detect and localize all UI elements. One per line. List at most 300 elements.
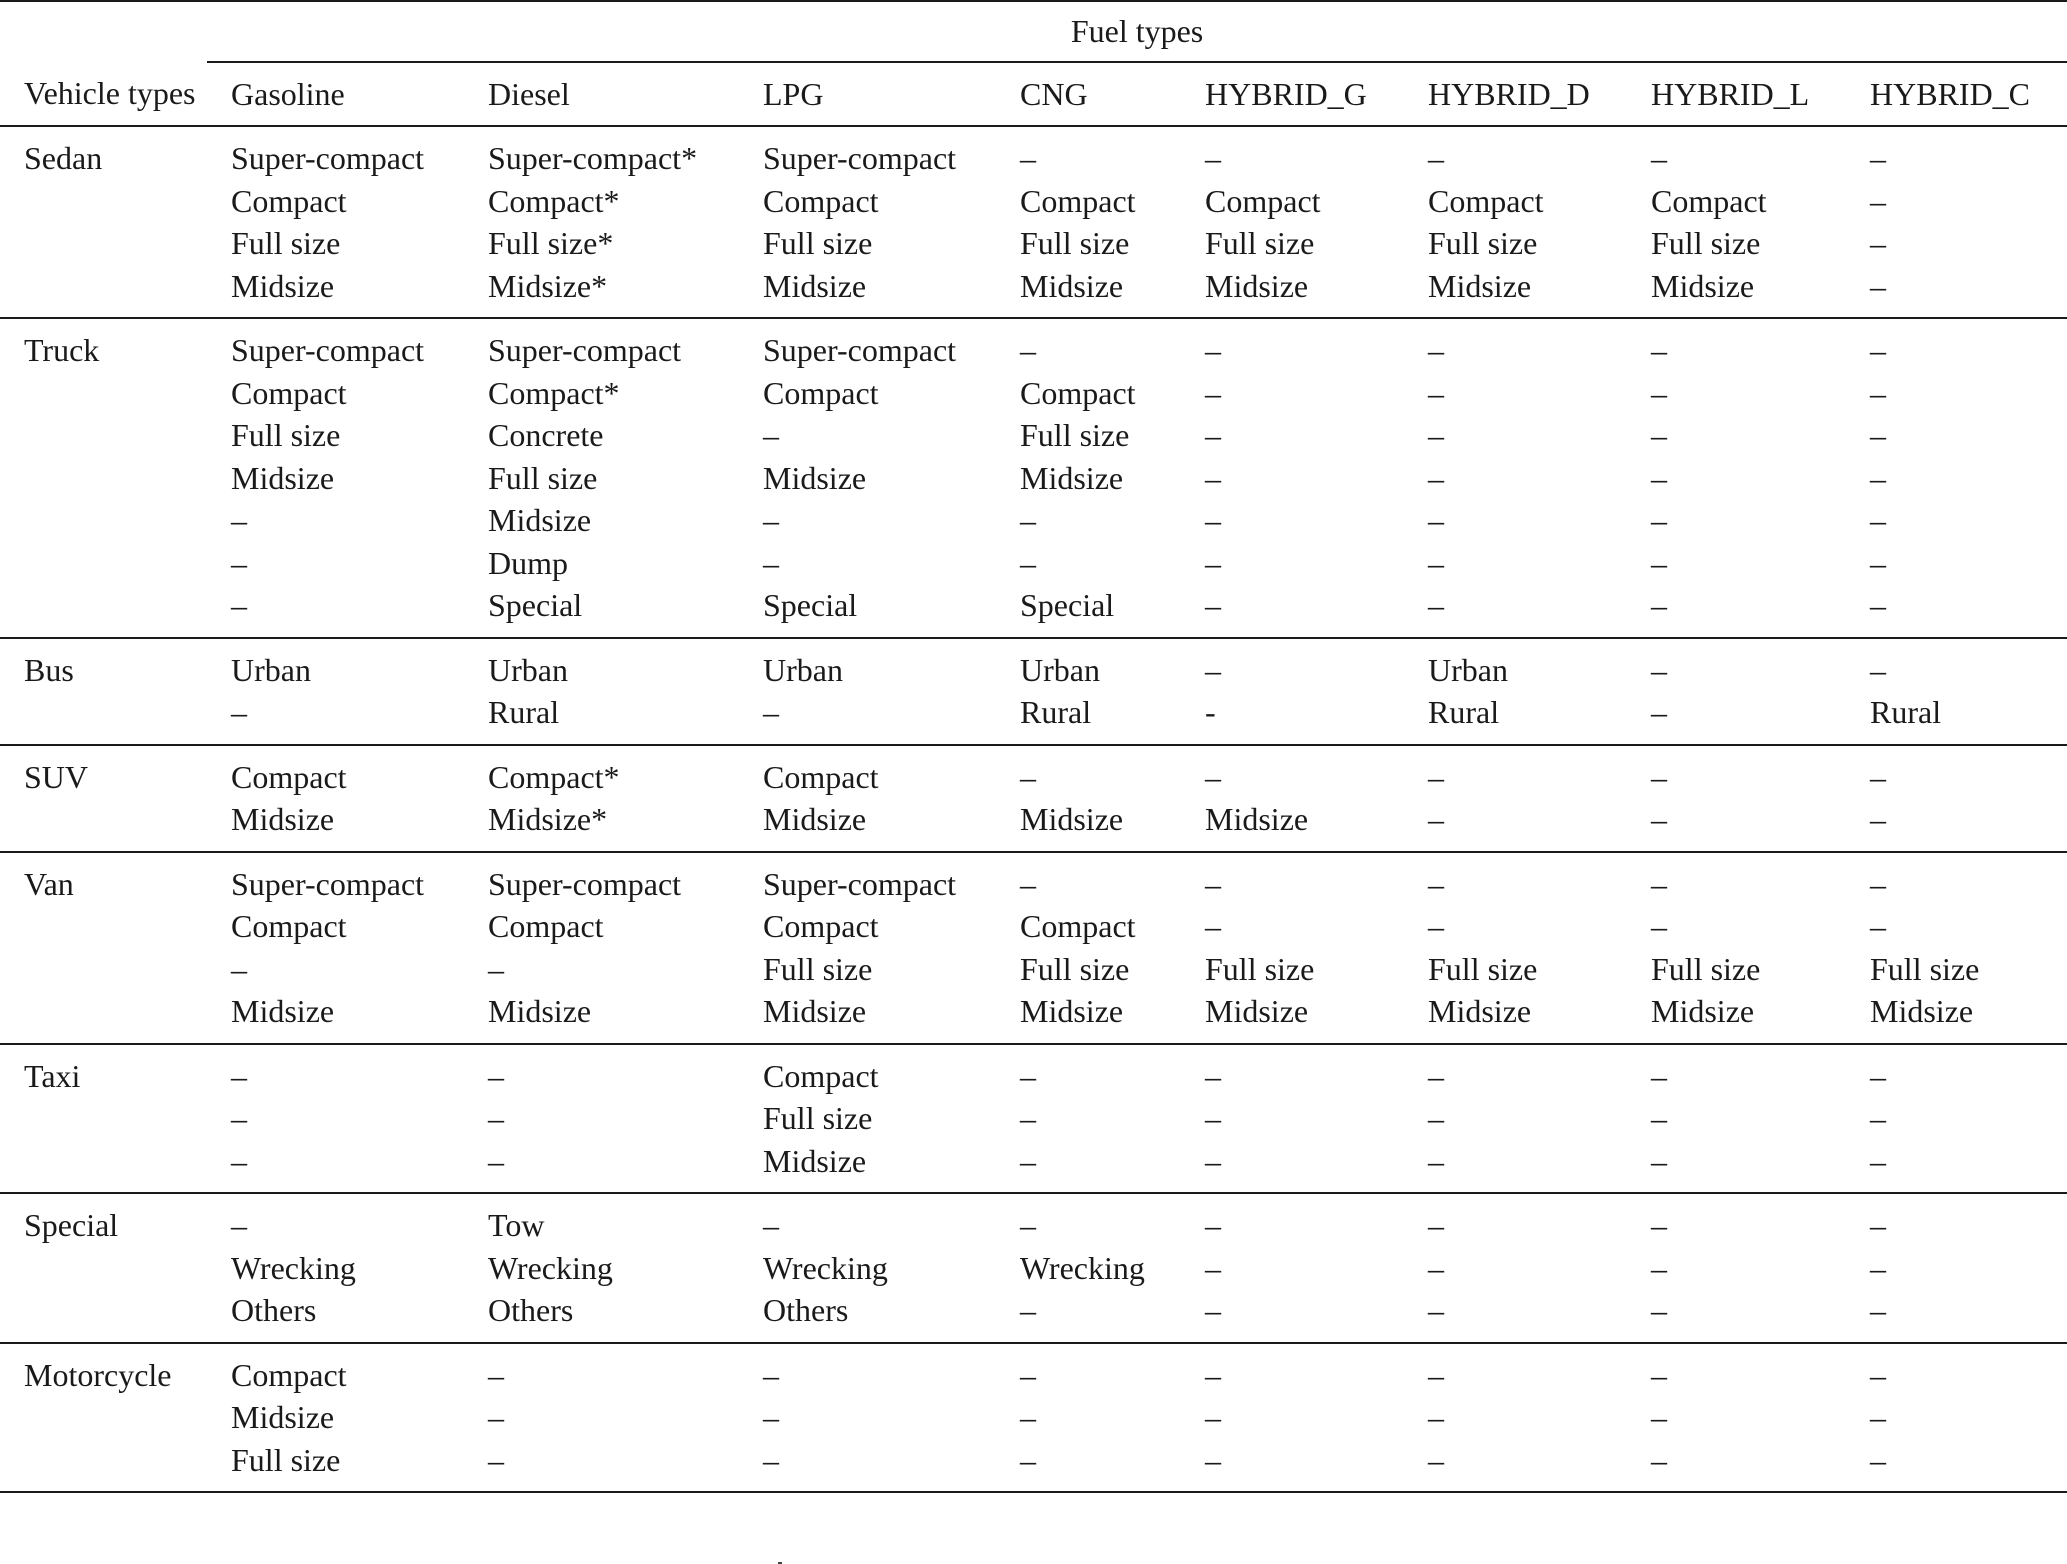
cell-line: Full size bbox=[231, 1441, 341, 1478]
cell-line: – bbox=[1870, 459, 1886, 496]
cell-line: Dump bbox=[488, 544, 568, 581]
cell-line: – bbox=[231, 502, 247, 538]
cell-line: Compact* bbox=[488, 182, 620, 219]
cell-line: – bbox=[763, 1356, 779, 1393]
cell-line: – bbox=[763, 1441, 779, 1478]
cell-line: – bbox=[1428, 140, 1444, 176]
cell-cng bbox=[996, 852, 1181, 1044]
cell-line: – bbox=[231, 1057, 247, 1094]
cell-line: – bbox=[1205, 1142, 1221, 1179]
cell-line: Full size bbox=[488, 459, 598, 496]
cell-line: – bbox=[1428, 459, 1444, 496]
cell-lpg bbox=[739, 852, 996, 1044]
cell-line: – bbox=[1651, 140, 1667, 176]
cell-line: – bbox=[1651, 332, 1667, 368]
cell-line: – bbox=[1870, 374, 1886, 411]
cell-gasoline bbox=[207, 1044, 464, 1194]
cell-line: – bbox=[1428, 374, 1444, 411]
cell-line: Midsize bbox=[1428, 993, 1532, 1029]
cell-hybrid-c bbox=[1846, 852, 2067, 1044]
cell-hybrid-g bbox=[1181, 638, 1404, 745]
cell-line: Midsize bbox=[1020, 459, 1124, 496]
cell-line: – bbox=[231, 694, 247, 730]
cell-line: – bbox=[1020, 1441, 1036, 1478]
cell-line: Full size bbox=[1020, 417, 1130, 453]
cell-line: Midsize bbox=[1870, 993, 1974, 1029]
cell-cng bbox=[996, 126, 1181, 318]
vehicle-type-label: Special bbox=[0, 1193, 207, 1343]
cell-line: – bbox=[1428, 502, 1444, 538]
cell-diesel bbox=[464, 1044, 739, 1194]
cell-line: Full size bbox=[1205, 950, 1315, 987]
cell-line: – bbox=[1651, 908, 1667, 944]
cell-line: Super-compact bbox=[231, 140, 425, 176]
cell-line: – bbox=[1205, 1057, 1221, 1094]
fuel-types-group-header bbox=[207, 1, 2067, 62]
cell-line: Rural bbox=[488, 694, 560, 730]
cell-cng bbox=[996, 318, 1181, 638]
cell-line: Urban bbox=[488, 651, 568, 688]
cell-line: Full size bbox=[1428, 225, 1538, 261]
cell-line: – bbox=[1870, 1100, 1886, 1136]
cell-hybrid-d bbox=[1404, 852, 1627, 1044]
cell-line: Midsize bbox=[763, 993, 867, 1029]
cell-line: – bbox=[1870, 587, 1886, 623]
cell-line: Midsize bbox=[231, 993, 335, 1029]
cell-line: – bbox=[1205, 544, 1221, 581]
cell-line: – bbox=[1651, 587, 1667, 623]
cell-hybrid-g bbox=[1181, 1193, 1404, 1343]
cell-line: – bbox=[231, 544, 247, 581]
table-row-bus bbox=[0, 638, 2067, 745]
cell-line: Full size bbox=[1428, 950, 1538, 987]
cell-line: Midsize bbox=[231, 459, 335, 496]
cell-line: Midsize bbox=[763, 801, 867, 837]
fuel-types-label: Fuel types bbox=[1070, 13, 1204, 49]
cell-line: Super-compact* bbox=[488, 140, 698, 176]
cell-hybrid-g bbox=[1181, 852, 1404, 1044]
cell-line: – bbox=[1205, 1249, 1221, 1286]
cell-line: Special bbox=[1020, 587, 1115, 623]
cell-line: Tow bbox=[488, 1207, 545, 1243]
cell-line: Full size bbox=[1020, 225, 1130, 261]
cell-hybrid-c bbox=[1846, 126, 2067, 318]
cell-line: – bbox=[1870, 908, 1886, 944]
cell-hybrid-d bbox=[1404, 126, 1627, 318]
cell-diesel bbox=[464, 1193, 739, 1343]
cell-line: – bbox=[1428, 908, 1444, 944]
cell-line: – bbox=[488, 1142, 504, 1179]
cell-line: – bbox=[763, 1207, 779, 1243]
cell-line: – bbox=[1205, 587, 1221, 623]
cell-line: – bbox=[1020, 1399, 1036, 1435]
cell-line: – bbox=[1428, 1249, 1444, 1286]
cell-line: Super-compact bbox=[231, 332, 425, 368]
cell-line: – bbox=[1205, 908, 1221, 944]
cell-line: Compact bbox=[1020, 908, 1136, 944]
cell-cng bbox=[996, 1343, 1181, 1493]
cell-cng bbox=[996, 638, 1181, 745]
cell-line: Midsize* bbox=[488, 801, 608, 837]
cell-line: Full size bbox=[1205, 225, 1315, 261]
cell-line: – bbox=[1870, 1441, 1886, 1478]
cell-line: – bbox=[763, 694, 779, 730]
cell-line: – bbox=[1205, 332, 1221, 368]
cell-line: Super-compact bbox=[231, 865, 425, 902]
cell-line: – bbox=[1428, 1100, 1444, 1136]
cell-line: – bbox=[231, 1100, 247, 1136]
cell-line: Others bbox=[488, 1292, 574, 1328]
cell-line: – bbox=[1870, 544, 1886, 581]
cell-line: – bbox=[1205, 651, 1221, 688]
cell-gasoline bbox=[207, 638, 464, 745]
cell-line: Urban bbox=[231, 651, 311, 688]
cell-gasoline bbox=[207, 1343, 464, 1493]
cell-line: – bbox=[1651, 374, 1667, 411]
vehicle-type-label: Van bbox=[0, 852, 207, 1044]
cell-cng bbox=[996, 1044, 1181, 1194]
cell-line: – bbox=[1428, 1399, 1444, 1435]
cell-diesel bbox=[464, 1343, 739, 1493]
cell-line: – bbox=[1870, 1399, 1886, 1435]
cell-line: Compact bbox=[231, 758, 347, 795]
cell-line: – bbox=[1428, 865, 1444, 902]
cell-line: Compact bbox=[488, 908, 604, 944]
cell-line: Full size bbox=[1651, 225, 1761, 261]
cell-hybrid-c bbox=[1846, 318, 2067, 638]
cell-lpg bbox=[739, 638, 996, 745]
vehicle-type-label: Taxi bbox=[0, 1044, 207, 1194]
cell-line: – bbox=[1020, 1292, 1036, 1328]
cell-line: – bbox=[1651, 1142, 1667, 1179]
table-body bbox=[0, 126, 2067, 1492]
cell-line: – bbox=[488, 1441, 504, 1478]
cell-line: – bbox=[1651, 544, 1667, 581]
vehicle-types-header: Vehicle types bbox=[0, 62, 207, 127]
cell-line: – bbox=[231, 950, 247, 987]
cell-line: Full size bbox=[1651, 950, 1761, 987]
cell-line: – bbox=[488, 1399, 504, 1435]
cell-line: – bbox=[1020, 140, 1036, 176]
cell-line: – bbox=[1870, 225, 1886, 261]
cell-line: Compact bbox=[231, 1356, 347, 1393]
cell-line: Full size bbox=[231, 225, 341, 261]
column-header-hybrid-g: HYBRID_G bbox=[1181, 62, 1404, 127]
cell-line: – bbox=[1870, 1292, 1886, 1328]
cell-line: – bbox=[1020, 332, 1036, 368]
cell-line: Compact bbox=[763, 758, 879, 795]
cell-line: – bbox=[1870, 267, 1886, 304]
cell-line: Rural bbox=[1428, 694, 1500, 730]
cell-line: – bbox=[1020, 1207, 1036, 1243]
cell-line: Compact* bbox=[488, 758, 620, 795]
cell-line: Super-compact bbox=[763, 332, 957, 368]
cell-line: Special bbox=[763, 587, 858, 623]
cell-line: – bbox=[1428, 758, 1444, 795]
cell-line: – bbox=[763, 544, 779, 581]
cell-hybrid-g bbox=[1181, 318, 1404, 638]
cell-line: – bbox=[1870, 1207, 1886, 1243]
table-row-taxi bbox=[0, 1044, 2067, 1194]
cell-hybrid-c bbox=[1846, 745, 2067, 852]
cell-hybrid-d bbox=[1404, 1044, 1627, 1194]
cell-line: – bbox=[1205, 865, 1221, 902]
cell-line: Urban bbox=[763, 651, 843, 688]
cell-hybrid-d bbox=[1404, 318, 1627, 638]
vehicle-type-label: Motorcycle bbox=[0, 1343, 207, 1493]
cell-hybrid-l bbox=[1627, 852, 1846, 1044]
cell-hybrid-g bbox=[1181, 1343, 1404, 1493]
cell-hybrid-c bbox=[1846, 1044, 2067, 1194]
cell-line: – bbox=[1020, 1100, 1036, 1136]
cell-line: Midsize bbox=[1651, 267, 1755, 304]
cell-line: – bbox=[1428, 544, 1444, 581]
cell-line: – bbox=[1870, 1142, 1886, 1179]
cell-line: – bbox=[1651, 417, 1667, 453]
cell-line: Full size bbox=[231, 417, 341, 453]
vehicle-type-label: SUV bbox=[0, 745, 207, 852]
cell-line: – bbox=[488, 1356, 504, 1393]
cell-lpg bbox=[739, 126, 996, 318]
cell-line: – bbox=[1020, 865, 1036, 902]
cell-line: Wrecking bbox=[231, 1249, 356, 1286]
cell-gasoline bbox=[207, 1193, 464, 1343]
cell-cng bbox=[996, 745, 1181, 852]
table-row-sedan bbox=[0, 126, 2067, 318]
cell-line: – bbox=[763, 502, 779, 538]
group-header-row bbox=[0, 1, 2067, 62]
cell-hybrid-d bbox=[1404, 638, 1627, 745]
cell-hybrid-c bbox=[1846, 638, 2067, 745]
cell-line: – bbox=[1205, 758, 1221, 795]
cell-line: Compact bbox=[1020, 182, 1136, 219]
cell-line: – bbox=[1651, 502, 1667, 538]
cell-diesel bbox=[464, 638, 739, 745]
cell-line: – bbox=[1020, 1057, 1036, 1094]
cell-line: – bbox=[1870, 758, 1886, 795]
cell-line: – bbox=[1651, 1100, 1667, 1136]
cell-line: – bbox=[1428, 1292, 1444, 1328]
cell-line: – bbox=[1870, 651, 1886, 688]
cell-line: – bbox=[231, 1207, 247, 1243]
cell-line: Compact bbox=[763, 374, 879, 411]
cell-line: Super-compact bbox=[488, 865, 682, 902]
cell-line: Concrete bbox=[488, 417, 604, 453]
cell-line: – bbox=[1651, 1356, 1667, 1393]
table-row-truck bbox=[0, 318, 2067, 638]
cell-line: – bbox=[1205, 459, 1221, 496]
cell-gasoline bbox=[207, 318, 464, 638]
cell-hybrid-g bbox=[1181, 126, 1404, 318]
cell-diesel bbox=[464, 318, 739, 638]
cell-line: Special bbox=[488, 587, 583, 623]
cell-line: – bbox=[231, 1142, 247, 1179]
cell-line: Midsize bbox=[1205, 801, 1309, 837]
cell-line: Compact bbox=[231, 908, 347, 944]
cell-line: – bbox=[1428, 1207, 1444, 1243]
cell-line: Midsize bbox=[1020, 267, 1124, 304]
cell-line: Midsize bbox=[1205, 267, 1309, 304]
cell-hybrid-d bbox=[1404, 1193, 1627, 1343]
cell-line: – bbox=[1205, 1292, 1221, 1328]
cell-line: Full size bbox=[763, 1100, 873, 1136]
cell-line: Compact bbox=[1651, 182, 1767, 219]
cell-line: Full size* bbox=[488, 225, 614, 261]
cell-line: Super-compact bbox=[488, 332, 682, 368]
column-header-hybrid-d: HYBRID_D bbox=[1404, 62, 1627, 127]
cell-line: Compact bbox=[763, 908, 879, 944]
cell-line: Midsize bbox=[488, 502, 592, 538]
cell-line: – bbox=[1651, 801, 1667, 837]
cell-line: – bbox=[763, 417, 779, 453]
cell-line: – bbox=[1651, 459, 1667, 496]
column-header-hybrid-c: HYBRID_C bbox=[1846, 62, 2067, 127]
cell-line: – bbox=[1205, 502, 1221, 538]
cell-line: Full size bbox=[763, 950, 873, 987]
cell-line: Midsize bbox=[488, 993, 592, 1029]
cell-diesel bbox=[464, 745, 739, 852]
cell-lpg bbox=[739, 1193, 996, 1343]
column-header-row bbox=[0, 62, 2067, 127]
cell-line: Super-compact bbox=[763, 865, 957, 902]
cell-line: Wrecking bbox=[763, 1249, 888, 1286]
cell-gasoline bbox=[207, 745, 464, 852]
cell-line: – bbox=[1651, 758, 1667, 795]
cell-line: – bbox=[1428, 1441, 1444, 1478]
cell-line: – bbox=[1205, 1207, 1221, 1243]
cell-line: Full size bbox=[1870, 950, 1980, 987]
cell-line: Midsize bbox=[231, 801, 335, 837]
cell-line: – bbox=[1020, 502, 1036, 538]
cell-hybrid-l bbox=[1627, 1193, 1846, 1343]
cell-diesel bbox=[464, 852, 739, 1044]
cell-line: – bbox=[1651, 1399, 1667, 1435]
cell-lpg bbox=[739, 1343, 996, 1493]
table-header bbox=[0, 1, 2067, 126]
cell-line: – bbox=[1651, 694, 1667, 730]
cell-line: – bbox=[1870, 502, 1886, 538]
cell-hybrid-l bbox=[1627, 638, 1846, 745]
table-row-van bbox=[0, 852, 2067, 1044]
cell-line: – bbox=[1428, 1057, 1444, 1094]
header-spacer bbox=[0, 1, 207, 62]
cell-line: – bbox=[1020, 544, 1036, 581]
vehicle-type-label: Bus bbox=[0, 638, 207, 745]
cell-line: Compact* bbox=[488, 374, 620, 411]
cell-line: – bbox=[1870, 865, 1886, 902]
cell-line: – bbox=[1651, 651, 1667, 688]
column-header-gasoline: Gasoline bbox=[207, 62, 464, 127]
cell-line: – bbox=[1870, 1057, 1886, 1094]
cell-hybrid-l bbox=[1627, 1044, 1846, 1194]
cell-line: Midsize bbox=[763, 459, 867, 496]
cell-line: – bbox=[1870, 1356, 1886, 1393]
cell-line: Midsize bbox=[1020, 993, 1124, 1029]
cell-lpg bbox=[739, 318, 996, 638]
cell-line: Midsize bbox=[231, 267, 335, 304]
cell-line: Others bbox=[231, 1292, 317, 1328]
cell-line: Midsize bbox=[1020, 801, 1124, 837]
cell-line: Compact bbox=[1020, 374, 1136, 411]
cell-line: Compact bbox=[763, 182, 879, 219]
cell-cng bbox=[996, 1193, 1181, 1343]
cell-line: Midsize bbox=[1428, 267, 1532, 304]
cell-line: – bbox=[1870, 417, 1886, 453]
vehicle-type-label: Sedan bbox=[0, 126, 207, 318]
cell-hybrid-g bbox=[1181, 1044, 1404, 1194]
cell-hybrid-l bbox=[1627, 745, 1846, 852]
cell-hybrid-l bbox=[1627, 126, 1846, 318]
cell-line: Compact bbox=[1428, 182, 1544, 219]
table-row-suv bbox=[0, 745, 2067, 852]
column-header-cng: CNG bbox=[996, 62, 1181, 127]
cell-gasoline bbox=[207, 852, 464, 1044]
cell-line: – bbox=[488, 1100, 504, 1136]
cell-line: – bbox=[1651, 1057, 1667, 1094]
table-row-special bbox=[0, 1193, 2067, 1343]
cell-hybrid-d bbox=[1404, 1343, 1627, 1493]
cell-line: Wrecking bbox=[1020, 1249, 1145, 1286]
cell-line: Compact bbox=[1205, 182, 1321, 219]
cell-line: – bbox=[1205, 374, 1221, 411]
cell-line: – bbox=[1651, 865, 1667, 902]
cell-line: – bbox=[1870, 1249, 1886, 1286]
cell-line: Full size bbox=[763, 225, 873, 261]
vehicle-type-label: Truck bbox=[0, 318, 207, 638]
cell-line: Others bbox=[763, 1292, 849, 1328]
cell-line: – bbox=[1428, 1142, 1444, 1179]
cell-line: Midsize bbox=[1651, 993, 1755, 1029]
cell-lpg bbox=[739, 745, 996, 852]
cell-hybrid-l bbox=[1627, 318, 1846, 638]
cell-line: Compact bbox=[231, 182, 347, 219]
cell-line: – bbox=[1651, 1207, 1667, 1243]
cell-line: Midsize* bbox=[488, 267, 608, 304]
cell-hybrid-c bbox=[1846, 1343, 2067, 1493]
cell-line: Rural bbox=[1870, 694, 1942, 730]
cell-line: – bbox=[1870, 801, 1886, 837]
cell-line: – bbox=[1205, 1100, 1221, 1136]
cell-line: – bbox=[1428, 587, 1444, 623]
cell-line: Midsize bbox=[763, 267, 867, 304]
cell-line: – bbox=[488, 950, 504, 987]
cell-hybrid-c bbox=[1846, 1193, 2067, 1343]
cell-line: – bbox=[488, 1057, 504, 1094]
cell-line: Rural bbox=[1020, 694, 1092, 730]
column-header-lpg: LPG bbox=[739, 62, 996, 127]
cell-line: – bbox=[1428, 1356, 1444, 1393]
cell-line: Compact bbox=[231, 374, 347, 411]
cell-line: Super-compact bbox=[763, 140, 957, 176]
cell-lpg bbox=[739, 1044, 996, 1194]
cell-hybrid-d bbox=[1404, 745, 1627, 852]
cell-line: – bbox=[1020, 758, 1036, 795]
cell-line: Full size bbox=[1020, 950, 1130, 987]
cell-line: Urban bbox=[1428, 651, 1508, 688]
cell-line: – bbox=[1428, 801, 1444, 837]
cell-line: – bbox=[763, 1399, 779, 1435]
cell-line: Midsize bbox=[231, 1399, 335, 1435]
cell-line: – bbox=[1020, 1356, 1036, 1393]
cell-line: – bbox=[1870, 140, 1886, 176]
cell-line: – bbox=[1870, 332, 1886, 368]
cell-line: – bbox=[1205, 417, 1221, 453]
column-header-hybrid-l: HYBRID_L bbox=[1627, 62, 1846, 127]
cell-hybrid-l bbox=[1627, 1343, 1846, 1493]
cell-line: - bbox=[1205, 694, 1216, 730]
cell-line: – bbox=[1020, 1142, 1036, 1179]
cell-line: – bbox=[1428, 332, 1444, 368]
